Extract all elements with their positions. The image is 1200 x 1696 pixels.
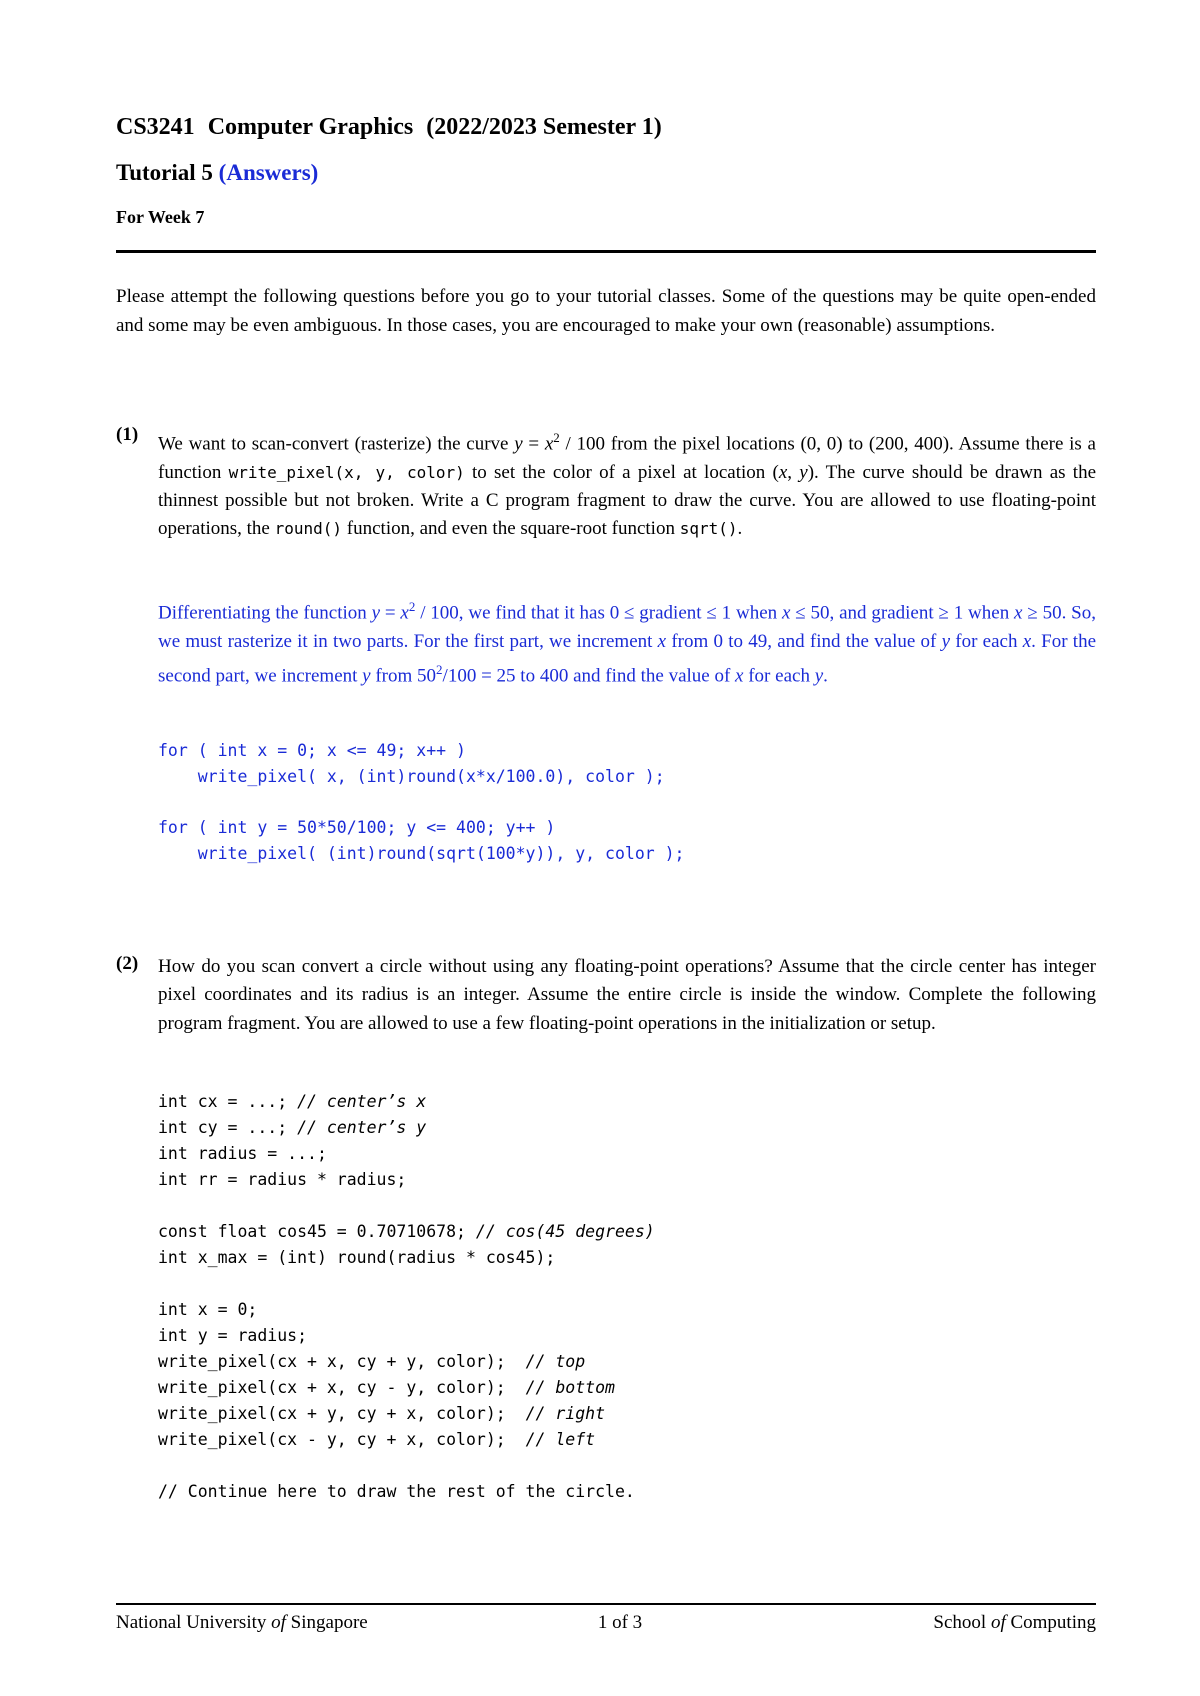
write-pixel-fn: write_pixel(x, y, color) <box>228 462 465 482</box>
intro-paragraph: Please attempt the following questions before you go to your tutorial classes. Some of the questions may be quite open-ended and some may be even ambiguous. In those cases, you are encouraged to make your own (reasonable) assumptions. <box>116 286 1096 336</box>
code-line: write_pixel(cx - y, cy + x, color); <box>158 1430 526 1449</box>
code-line: int rr = radius * radius; <box>158 1170 407 1189</box>
code-line: int cx = ...; <box>158 1092 298 1111</box>
tutorial-heading <box>116 160 318 186</box>
course-code: CS3241 <box>116 114 195 140</box>
semester: (2022/2023 Semester 1) <box>426 114 662 140</box>
answer-code-block-1: for ( int x = 0; x <= 49; x++ ) write_pixel( x, (int)round(x*x/100.0), color ); <box>158 741 665 787</box>
code-line: int y = radius; <box>158 1326 308 1345</box>
answers-tag: (Answers) <box>218 160 319 185</box>
footer-school: School of Computing <box>933 1612 1096 1633</box>
question-2-number: (2) <box>116 953 139 974</box>
question-2-text: How do you scan convert a circle without using any floating-point operations? Assume that the circle center has integer pixel coordinates and its radius is an integer. Assume the entire circle is inside the window. Complete the following program fragment. You are allowed to use a few floating-point operations in the initialization or setup. <box>158 956 1096 1034</box>
code-line: int x_max = (int) round(radius * cos45); <box>158 1248 556 1267</box>
round-fn: round() <box>274 519 343 539</box>
code-line: write_pixel(cx + x, cy - y, color); <box>158 1378 526 1397</box>
page-number: 1 of 3 <box>597 1612 643 1633</box>
code-line: // Continue here to draw the rest of the circle. <box>158 1482 635 1501</box>
course-title <box>116 114 662 141</box>
question-1-text: We want to scan-convert (rasterize) the curve $y = x^2 / 100$ from the pixel locations (0, 0) to (200, 400). Assume there is a function write_pixel(x, y, color) to set the color of a pixel at location (x, y). The curve should be drawn as the thinnest possible but not broken. Write a C program fragment to draw the curve. You are allowed to use floating-point operations, the round() function, and even the square-root function sqrt(). <box>158 430 1097 540</box>
code-line: int x = 0; <box>158 1300 258 1319</box>
code-line: const float cos45 = 0.70710678; <box>158 1222 476 1241</box>
sqrt-fn: sqrt() <box>679 519 738 539</box>
question-1-answer: Differentiating the function $y = x^2 / 100$, we find that it has 0 ≤ gradient ≤ 1 when x ≤ 50, and gradient ≥ 1 when x ≥ 50. So, we must rasterize it in two parts. For the first part, we increment x from 0 to 49, and find the value of y for each x. For the second part, we increment y from $50^2/100 = 25$ to 400 and find the value of x for each y. <box>158 599 1096 687</box>
question-2-code: int cx = ...; // center’s x int cy = ...; // center’s y int radius = ...; int rr = radius * radius; const float cos45 = 0.70710678; // cos(45 degrees) int x_max = (int) round(radius * cos45); int x = 0; int y = radius; write_pixel(cx + x, cy + y, color); // top write_pixel(cx + x, cy - y, color); // bottom write_pixel(cx + y, cy + x, color); // right write_pixel(cx - y, cy + x, color); // left // Continue here to draw the rest of the circle. <box>158 1092 655 1501</box>
tutorial-number: Tutorial 5 <box>116 160 213 185</box>
question-1-number: (1) <box>116 424 139 445</box>
course-name: Computer Graphics <box>207 114 414 140</box>
footer-rule <box>116 1603 1096 1605</box>
answer-code-block-2: for ( int y = 50*50/100; y <= 400; y++ ) write_pixel( (int)round(sqrt(100*y)), y, color ); <box>158 818 685 864</box>
header-rule <box>116 250 1096 253</box>
code-line: int cy = ...; <box>158 1118 298 1137</box>
code-line: write_pixel(cx + y, cy + x, color); <box>158 1404 526 1423</box>
code-line: write_pixel(cx + x, cy + y, color); <box>158 1352 526 1371</box>
code-line: int radius = ...; <box>158 1144 327 1163</box>
week-label: For Week 7 <box>116 207 205 227</box>
footer-university: National University of Singapore <box>116 1612 368 1633</box>
